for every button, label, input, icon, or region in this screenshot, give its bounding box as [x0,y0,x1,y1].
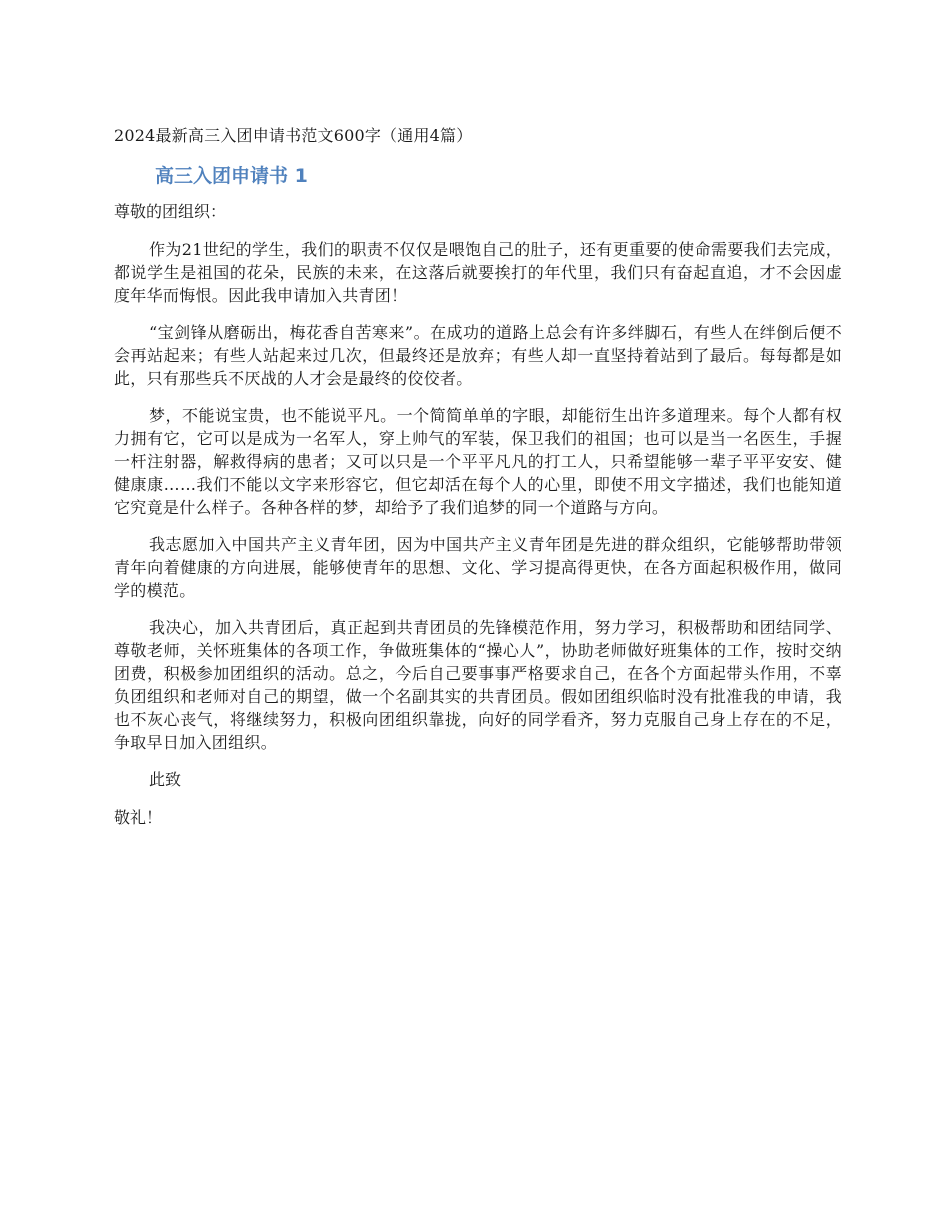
regards-line: 敬礼！ [114,808,163,827]
body-paragraph: 我决心，加入共青团后，真正起到共青团员的先锋模范作用，努力学习，积极帮助和团结同学、尊敬老师，关怀班集体的各项工作，争做班集体的“操心人”，协助老师做好班集体的工作，按时交纳团费，积极参加团组织的活动。总之，今后自己要事事严格要求自己，在各个方面起带头作用，不辜负团组织和老师对自己的期望，做一个名副其实的共青团员。假如团组织临时没有批准我的申请，我也不灰心丧气，将继续努力，积极向团组织靠拢，向好的同学看齐，努力克服自己身上存在的不足，争取早日加入团组织。 [114,618,842,752]
document-page [114,124,842,830]
body-paragraph: 我志愿加入中国共产主义青年团，因为中国共产主义青年团是先进的群众组织，它能够帮助带领青年向着健康的方向进展，能够使青年的思想、文化、学习提高得更快，在各方面起积极作用，做同学的模范。 [114,535,842,600]
salutation: 尊敬的团组织： [114,202,227,221]
body-paragraph: “宝剑锋从磨砺出，梅花香自苦寒来”。在成功的道路上总会有许多绊脚石，有些人在绊倒后便不会再站起来；有些人站起来过几次，但最终还是放弃；有些人却一直坚持着站到了最后。每每都是如此，只有那些兵不厌战的人才会是最终的佼佼者。 [114,323,842,388]
closing-line: 此致 [149,770,182,789]
body-paragraph: 作为21世纪的学生，我们的职责不仅仅是喂饱自己的肚子，还有更重要的使命需要我们去完成，都说学生是祖国的花朵，民族的未来，在这落后就要挨打的年代里，我们只有奋起直追，才不会因虚度年华而悔恨。因此我申请加入共青团！ [114,240,842,305]
body-paragraph: 梦，不能说宝贵，也不能说平凡。一个简简单单的字眼，却能衍生出许多道理来。每个人都有权力拥有它，它可以是成为一名军人，穿上帅气的军装，保卫我们的祖国；也可以是当一名医生，手握一杆注射器，解救得病的患者；又可以只是一个平平凡凡的打工人，只希望能够一辈子平平安安、健健康康……我们不能以文字来形容它，但它却活在每个人的心里，即使不用文字描述，我们也能知道它究竟是什么样子。各种各样的梦，却给予了我们追梦的同一个道路与方向。 [114,406,842,517]
section-heading: 高三入团申请书 1 [155,165,308,187]
document-title: 2024最新高三入团申请书范文600字（通用4篇） [114,126,473,145]
